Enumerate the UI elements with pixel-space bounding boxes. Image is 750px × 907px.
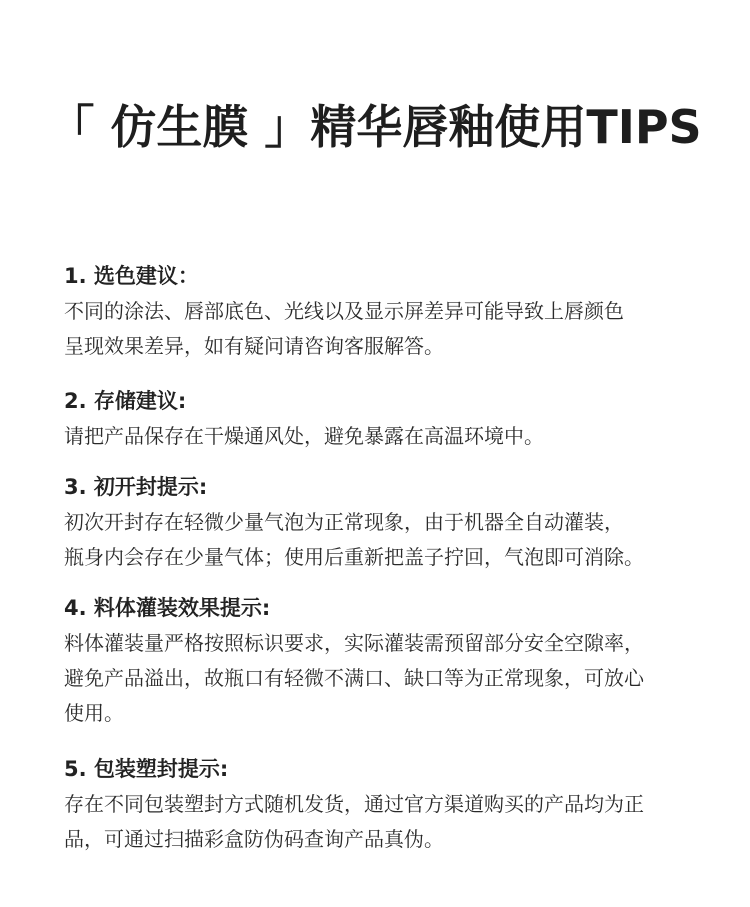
- tip-line: 品，可通过扫描彩盒防伪码查询产品真伪。: [64, 827, 444, 851]
- tips-content: [64, 258, 704, 871]
- tip-line: 使用。: [64, 701, 124, 725]
- tip-line: 呈现效果差异，如有疑问请咨询客服解答。: [64, 334, 444, 358]
- tip-section-packaging: [64, 751, 704, 857]
- tip-heading: 1. 选色建议：: [64, 264, 199, 288]
- tip-line: 瓶身内会存在少量气体；使用后重新把盖子拧回，气泡即可消除。: [64, 545, 644, 569]
- tip-heading: 3. 初开封提示:: [64, 475, 208, 499]
- tip-line: 不同的涂法、唇部底色、光线以及显示屏差异可能导致上唇颜色: [64, 299, 624, 323]
- tip-section-filling: [64, 590, 704, 731]
- tip-heading: 5. 包装塑封提示:: [64, 757, 229, 781]
- tip-line: 请把产品保存在干燥通风处，避免暴露在高温环境中。: [64, 424, 544, 448]
- tip-body: [64, 505, 704, 575]
- tip-section-storage: [64, 383, 704, 454]
- tip-line: 存在不同包装塑封方式随机发货，通过官方渠道购买的产品均为正: [64, 792, 644, 816]
- tip-line: 避免产品溢出，故瓶口有轻微不满口、缺口等为正常现象，可放心: [64, 666, 644, 690]
- tip-body: [64, 626, 704, 731]
- tip-body: [64, 294, 704, 364]
- tip-body: [64, 419, 704, 454]
- tip-heading: 4. 料体灌装效果提示:: [64, 596, 271, 620]
- tip-heading: 2. 存储建议:: [64, 389, 187, 413]
- tip-section-color-selection: [64, 258, 704, 364]
- tip-section-first-opening: [64, 469, 704, 575]
- page-title: 「 仿生膜 」精华唇釉使用TIPS: [48, 100, 702, 154]
- tip-line: 初次开封存在轻微少量气泡为正常现象，由于机器全自动灌装，: [64, 510, 624, 534]
- tip-line: 料体灌装量严格按照标识要求，实际灌装需预留部分安全空隙率，: [64, 631, 644, 655]
- tip-body: [64, 787, 704, 857]
